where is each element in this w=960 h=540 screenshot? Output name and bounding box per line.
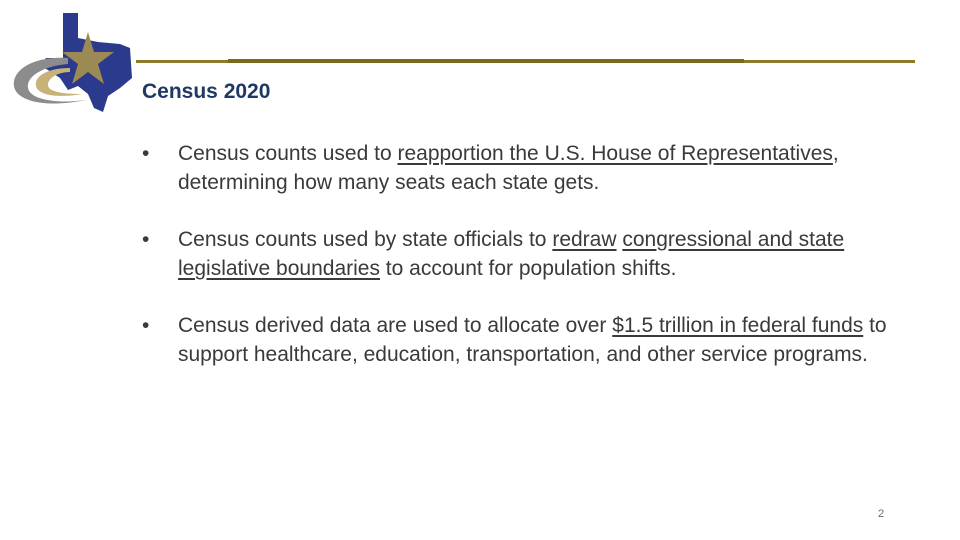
bullet-item: [140, 311, 900, 369]
bullet-text-underlined: congressional and state legislative boundaries: [178, 228, 845, 280]
bullet-text-underlined: redraw: [552, 228, 617, 251]
bullet-item: [140, 139, 900, 197]
page-number: 2: [878, 508, 885, 520]
header-rule-accent: [228, 59, 744, 63]
bullet-text-underlined: $1.5 trillion in federal funds: [612, 314, 864, 337]
bullet-text: , determining how many seats each state gets.: [178, 142, 839, 194]
bullet-list: [140, 139, 900, 397]
bullet-item: [140, 225, 900, 283]
bullet-symbol: •: [142, 314, 150, 337]
bullet-text: Census derived data are used to allocate over: [178, 314, 613, 337]
texas-star-logo-icon: [8, 8, 136, 118]
bullet-symbol: •: [142, 142, 150, 165]
bullet-text: to support healthcare, education, transportation, and other service programs.: [178, 314, 887, 366]
bullet-text: Census counts used to: [178, 142, 398, 165]
bullet-text: to account for population shifts.: [379, 257, 677, 280]
slide-title: Census 2020: [142, 80, 271, 103]
bullet-text-underlined: reapportion the U.S. House of Representatives: [397, 142, 833, 165]
bullet-symbol: •: [142, 228, 150, 251]
bullet-text: Census counts used by state officials to: [178, 228, 553, 251]
